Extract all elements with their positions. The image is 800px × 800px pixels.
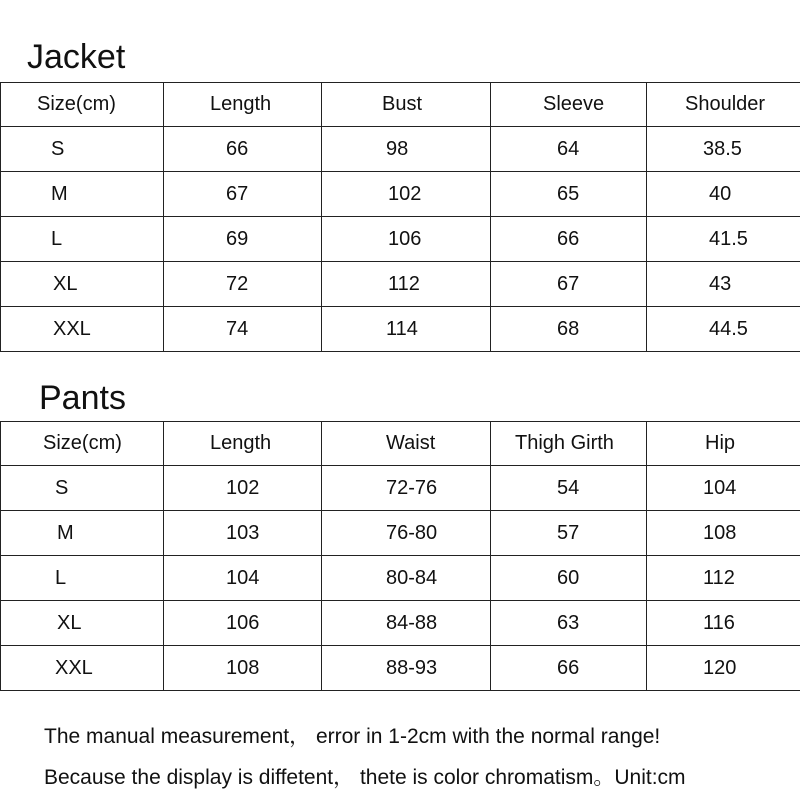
column-header: Thigh Girth — [491, 422, 647, 466]
table-cell: 112 — [322, 262, 491, 307]
jacket-size-table — [0, 82, 800, 352]
table-row — [1, 646, 800, 691]
table-cell: 104 — [647, 466, 800, 511]
table-cell: 57 — [491, 511, 647, 556]
color-unit-note: Because the display is diffetent， thete is color chromatism。Unit:cm — [44, 766, 686, 789]
table-cell: 88-93 — [322, 646, 491, 691]
table-cell: 41.5 — [647, 217, 800, 262]
table-cell: 120 — [647, 646, 800, 691]
column-header: Sleeve — [491, 83, 647, 127]
pants-section-title: Pants — [39, 379, 126, 417]
table-cell: 66 — [164, 127, 322, 172]
table-cell: 65 — [491, 172, 647, 217]
table-cell: 108 — [647, 511, 800, 556]
column-header: Length — [164, 83, 322, 127]
table-row — [1, 556, 800, 601]
column-header: Bust — [322, 83, 491, 127]
jacket-section-title: Jacket — [27, 38, 126, 76]
table-cell: XL — [1, 262, 164, 307]
column-header: Length — [164, 422, 322, 466]
column-header: Size(cm) — [1, 83, 164, 127]
table-cell: XL — [1, 601, 164, 646]
table-cell: 60 — [491, 556, 647, 601]
table-header-row — [1, 422, 800, 466]
table-cell: 108 — [164, 646, 322, 691]
table-cell: 74 — [164, 307, 322, 352]
table-cell: 66 — [491, 646, 647, 691]
table-cell: S — [1, 127, 164, 172]
column-header: Shoulder — [647, 83, 800, 127]
table-row — [1, 262, 800, 307]
table-cell: XXL — [1, 646, 164, 691]
table-cell: 69 — [164, 217, 322, 262]
table-cell: 98 — [322, 127, 491, 172]
table-cell: L — [1, 217, 164, 262]
table-cell: 63 — [491, 601, 647, 646]
table-cell: 40 — [647, 172, 800, 217]
table-cell: 114 — [322, 307, 491, 352]
table-row — [1, 511, 800, 556]
table-row — [1, 601, 800, 646]
pants-size-table — [0, 421, 800, 691]
table-cell: 116 — [647, 601, 800, 646]
table-cell: 64 — [491, 127, 647, 172]
table-row — [1, 172, 800, 217]
table-cell: 104 — [164, 556, 322, 601]
table-cell: 103 — [164, 511, 322, 556]
table-cell: XXL — [1, 307, 164, 352]
table-row — [1, 127, 800, 172]
table-cell: 80-84 — [322, 556, 491, 601]
table-cell: 72-76 — [322, 466, 491, 511]
table-cell: 84-88 — [322, 601, 491, 646]
column-header: Size(cm) — [1, 422, 164, 466]
table-cell: 102 — [322, 172, 491, 217]
table-cell: L — [1, 556, 164, 601]
table-cell: 106 — [164, 601, 322, 646]
table-cell: 43 — [647, 262, 800, 307]
table-cell: 72 — [164, 262, 322, 307]
column-header: Waist — [322, 422, 491, 466]
column-header: Hip — [647, 422, 800, 466]
table-header-row — [1, 83, 800, 127]
table-cell: 66 — [491, 217, 647, 262]
table-row — [1, 307, 800, 352]
table-cell: 54 — [491, 466, 647, 511]
table-cell: 68 — [491, 307, 647, 352]
table-cell: 102 — [164, 466, 322, 511]
table-row — [1, 217, 800, 262]
table-row — [1, 466, 800, 511]
table-cell: M — [1, 172, 164, 217]
table-cell: 38.5 — [647, 127, 800, 172]
measurement-note: The manual measurement， error in 1-2cm with the normal range! — [44, 725, 661, 748]
table-cell: M — [1, 511, 164, 556]
table-cell: 44.5 — [647, 307, 800, 352]
table-cell: 67 — [491, 262, 647, 307]
table-cell: 112 — [647, 556, 800, 601]
table-cell: 76-80 — [322, 511, 491, 556]
table-cell: S — [1, 466, 164, 511]
table-cell: 67 — [164, 172, 322, 217]
table-cell: 106 — [322, 217, 491, 262]
